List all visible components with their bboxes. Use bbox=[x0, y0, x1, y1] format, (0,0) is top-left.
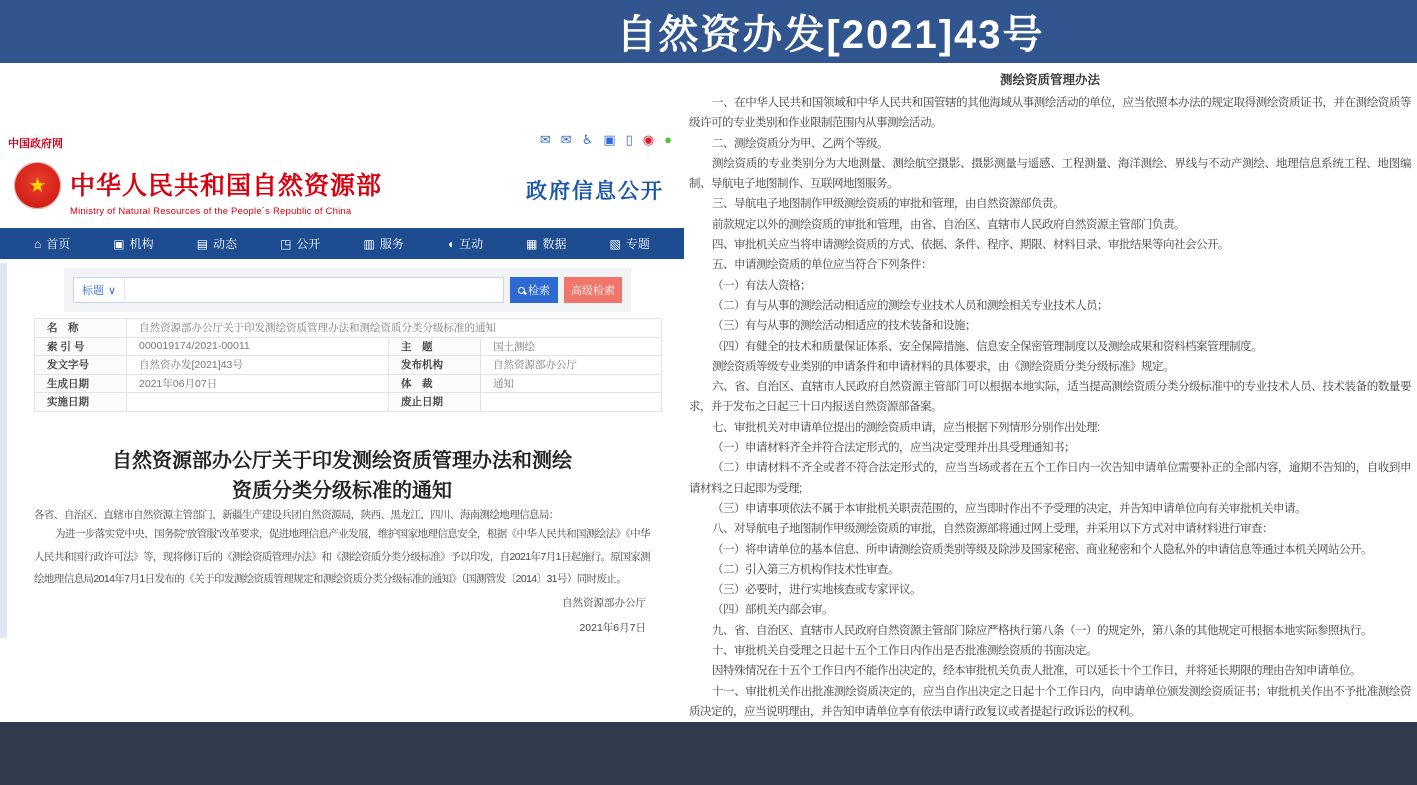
interaction-icon: ◖ bbox=[446, 236, 455, 251]
home-icon: ⌂ bbox=[34, 236, 42, 251]
table-row bbox=[35, 374, 662, 393]
mail-subscribe-icon[interactable]: ✉ bbox=[560, 132, 572, 147]
search-field-label: 标题 bbox=[82, 285, 104, 297]
notice-addressee: 各省、自治区、直辖市自然资源主管部门，新疆生产建设兵团自然资源局，陕西、黑龙江、四川、海南测绘地理信息局： bbox=[34, 509, 559, 521]
accessibility-icon[interactable]: ♿ bbox=[581, 132, 594, 147]
regulation-paragraph: （二）引入第三方机构作技术性审查。 bbox=[712, 563, 899, 576]
regulation-title: 测绘资质管理办法 bbox=[999, 73, 1100, 87]
nav-label: 公开 bbox=[296, 237, 321, 251]
services-icon: ▥ bbox=[363, 236, 375, 251]
weibo-icon[interactable]: ◉ bbox=[642, 132, 655, 147]
nav-item-disclosure[interactable] bbox=[280, 235, 320, 252]
meta-value: 自然资办发[2021]43号 bbox=[127, 356, 389, 375]
slide-header bbox=[0, 0, 1417, 63]
nav-item-news[interactable] bbox=[197, 235, 237, 252]
page-background-strip bbox=[0, 263, 7, 638]
regulation-paragraph: 九、省、自治区、直辖市人民政府自然资源主管部门除应严格执行第八条（一）的规定外，第八条的其他规定可根据本地实际参照执行。 bbox=[712, 624, 1372, 637]
table-row bbox=[35, 393, 662, 412]
search-input[interactable] bbox=[125, 278, 503, 302]
meta-value: 000019174/2021-00011 bbox=[127, 337, 389, 356]
nav-label: 服务 bbox=[379, 237, 404, 251]
search-icon bbox=[518, 287, 525, 294]
search-section bbox=[64, 268, 631, 312]
old-version-icon[interactable]: ▣ bbox=[603, 132, 616, 147]
regulation-paragraph: （四）部机关内部会审。 bbox=[712, 604, 833, 617]
regulation-paragraph: 十、审批机关自受理之日起十五个工作日内作出是否批准测绘资质的书面决定。 bbox=[712, 645, 1097, 658]
emblem-star-icon: ★ bbox=[28, 174, 47, 197]
nav-item-services[interactable] bbox=[363, 235, 403, 252]
advanced-search-button[interactable]: 高级检索 bbox=[564, 277, 622, 303]
regulation-paragraph: （一）将申请单位的基本信息、所申请测绘资质类别等级及除涉及国家秘密、商业秘密和个人隐私外的申请信息等通过本机关网站公开。 bbox=[712, 543, 1372, 556]
notice-body: 为进一步落实党中央、国务院“放管服”改革要求，促进地理信息产业发展，维护国家地理信息安全，根据《中华人民共和国测绘法》《中华人民共和国行政许可法》等，现将修订后的《测绘资质管理办法》和《测绘资质分类分级标准》予以印发，自2021年7月1日起施行。原国家测绘地理信息局2014年7月1日发布的《关于印发测绘资质管理规定和测绘资质分类分级标准的通知》（国测管发〔2014〕31号）同时废止。 bbox=[34, 528, 650, 585]
meta-label: 实施日期 bbox=[35, 393, 127, 412]
search-field-dropdown[interactable] bbox=[74, 278, 125, 302]
ministry-name-en: Ministry of Natural Resources of the People´s Republic of China bbox=[70, 206, 352, 217]
news-icon: ▤ bbox=[196, 236, 209, 251]
notice-signer: 自然资源部办公厅 bbox=[562, 597, 646, 609]
mail-icon[interactable]: ✉ bbox=[539, 132, 551, 147]
regulation-paragraph: 一、在中华人民共和国领域和中华人民共和国管辖的其他海域从事测绘活动的单位，应当依照本办法的规定取得测绘资质证书，并在测绘资质等级许可的专业类别和作业限制范围内从事测绘活动。 bbox=[689, 97, 1411, 130]
nav-item-topics[interactable] bbox=[610, 235, 650, 252]
regulation-paragraph: 三、导航电子地图制作甲级测绘资质的审批和管理，由自然资源部负责。 bbox=[712, 198, 1064, 211]
nav-item-data[interactable] bbox=[526, 235, 566, 252]
mobile-icon[interactable]: ▯ bbox=[625, 132, 633, 147]
regulation-paragraph: （二）申请材料不齐全或者不符合法定形式的，应当当场或者在五个工作日内一次告知申请单位需要补正的全部内容，逾期不告知的，自收到申请材料之日起即为受理; bbox=[689, 462, 1411, 495]
chevron-down-icon: ∨ bbox=[108, 284, 117, 297]
notice-signature bbox=[562, 591, 646, 641]
meta-label: 索 引 号 bbox=[35, 337, 127, 356]
nav-label: 首页 bbox=[46, 237, 71, 251]
nav-label: 机构 bbox=[129, 237, 154, 251]
regulation-paragraph: 测绘资质的专业类别分为大地测量、测绘航空摄影、摄影测量与遥感、工程测量、海洋测绘、界线与不动产测绘、地理信息系统工程、地图编制、导航电子地图制作、互联网地图服务。 bbox=[689, 157, 1411, 191]
regulation-paragraph: （三）必要时，进行实地核查或专家评议。 bbox=[712, 584, 921, 597]
regulation-paragraph: 十一、审批机关作出批准测绘资质决定的，应当自作出决定之日起十个工作日内，向申请单位颁发测绘资质证书；审批机关作出不予批准测绘资质决定的，应当说明理由，并告知申请单位享有依法申请行政复议或者提起行政诉讼的权利。 bbox=[689, 685, 1411, 718]
meta-value bbox=[481, 393, 662, 412]
regulation-paragraph: 六、省、自治区、直辖市人民政府自然资源主管部门可以根据本地实际，适当提高测绘资质分类分级标准中的专业技术人员、技术装备的数量要求，并于发布之日起三十日内报送自然资源部备案。 bbox=[689, 381, 1411, 414]
ministry-website-screenshot bbox=[0, 63, 684, 722]
table-row bbox=[35, 356, 662, 375]
nav-item-organization[interactable] bbox=[113, 235, 153, 252]
regulation-paragraph: 八、对导航电子地图制作甲级测绘资质的审批，自然资源部将通过网上受理，并采用以下方式对申请材料进行审查： bbox=[712, 523, 1273, 536]
meta-value: 自然资源部办公厅关于印发测绘资质管理办法和测绘资质分类分级标准的通知 bbox=[127, 319, 662, 338]
header-icon-row bbox=[540, 133, 672, 146]
regulation-paragraph: 七、审批机关对申请单位提出的测绘资质申请，应当根据下列情形分别作出处理: bbox=[712, 421, 1100, 434]
notice-title-line1: 自然资源部办公厅关于印发测绘资质管理办法和测绘 bbox=[112, 450, 572, 472]
meta-label: 主 题 bbox=[389, 337, 481, 356]
meta-label: 体 裁 bbox=[389, 374, 481, 393]
topics-icon: ▧ bbox=[609, 236, 621, 251]
organization-icon: ▣ bbox=[113, 236, 125, 251]
nav-label: 专题 bbox=[625, 237, 650, 251]
meta-value bbox=[127, 393, 389, 412]
regulation-paragraph: （一）有法人资格； bbox=[712, 279, 811, 292]
meta-value: 国土测绘 bbox=[481, 337, 662, 356]
table-row bbox=[35, 337, 662, 356]
regulation-paragraph: 前款规定以外的测绘资质的审批和管理，由省、自治区、直辖市人民政府自然资源主管部门负责。 bbox=[712, 218, 1185, 231]
national-emblem-logo bbox=[14, 162, 61, 209]
regulation-paragraph: （二）有与从事的测绘活动相适应的测绘专业技术人员和测绘相关专业技术人员； bbox=[712, 299, 1108, 312]
regulation-paragraph: 二、测绘资质分为甲、乙两个等级。 bbox=[712, 137, 888, 150]
document-meta-table bbox=[34, 318, 662, 412]
table-row bbox=[35, 319, 662, 338]
data-chart-icon: ▦ bbox=[526, 236, 538, 251]
ministry-title-block bbox=[70, 166, 382, 217]
nav-label: 互动 bbox=[459, 237, 484, 251]
notice-sign-date: 2021年6月7日 bbox=[579, 622, 646, 634]
meta-label: 废止日期 bbox=[389, 393, 481, 412]
meta-label: 名 称 bbox=[35, 319, 127, 338]
search-bar bbox=[73, 277, 504, 303]
search-button[interactable] bbox=[510, 277, 558, 303]
regulation-paragraph: （四）有健全的技术和质量保证体系、安全保障措施、信息安全保密管理制度以及测绘成果和资料档案管理制度。 bbox=[712, 340, 1262, 353]
meta-label: 生成日期 bbox=[35, 374, 127, 393]
notice-title bbox=[20, 446, 664, 506]
nav-item-home[interactable] bbox=[34, 235, 70, 252]
site-navbar bbox=[0, 228, 684, 259]
regulation-paragraph: 五、申请测绘资质的单位应当符合下列条件： bbox=[712, 259, 932, 272]
regulation-paragraph: （一）申请材料齐全并符合法定形式的，应当决定受理并出具受理通知书； bbox=[712, 442, 1075, 455]
meta-value: 自然资源部办公厅 bbox=[481, 356, 662, 375]
nav-item-interaction[interactable] bbox=[447, 235, 483, 252]
notice-title-line2: 资质分类分级标准的通知 bbox=[232, 480, 452, 502]
govnet-link[interactable]: 中国政府网 bbox=[8, 138, 63, 150]
search-button-label: 检索 bbox=[528, 285, 550, 297]
regulation-paragraph: （三）有与从事的测绘活动相适应的技术装备和设施； bbox=[712, 320, 976, 333]
meta-label: 发文字号 bbox=[35, 356, 127, 375]
ministry-name-cn: 中华人民共和国自然资源部 bbox=[70, 172, 383, 200]
gov-info-disclosure-title[interactable]: 政府信息公开 bbox=[526, 180, 664, 203]
nav-label: 动态 bbox=[213, 237, 238, 251]
regulation-paragraph: （三）申请事项依法不属于本审批机关职责范围的，应当即时作出不予受理的决定，并告知申请单位向有关审批机关申请。 bbox=[712, 502, 1306, 515]
wechat-icon[interactable]: ● bbox=[664, 132, 672, 147]
nav-label: 数据 bbox=[542, 237, 567, 251]
regulation-paragraph: 因特殊情况在十五个工作日内不能作出决定的，经本审批机关负责人批准，可以延长十个工作日，并将延长期限的理由告知申请单位。 bbox=[712, 665, 1361, 678]
slide-title: 自然资办发[2021]43号 bbox=[616, 13, 1045, 57]
slide-footer-bar bbox=[0, 722, 1417, 785]
regulation-document bbox=[684, 63, 1417, 727]
regulation-paragraph: 测绘资质等级专业类别的申请条件和申请材料的具体要求，由《测绘资质分类分级标准》规定。 bbox=[712, 360, 1174, 373]
disclosure-icon: ◳ bbox=[280, 236, 292, 251]
meta-value: 通知 bbox=[481, 374, 662, 393]
regulation-paragraph: 四、审批机关应当将申请测绘资质的方式、依据、条件、程序、期限、材料目录、审批结果等向社会公开。 bbox=[712, 239, 1229, 252]
meta-label: 发布机构 bbox=[389, 356, 481, 375]
meta-value: 2021年06月07日 bbox=[127, 374, 389, 393]
